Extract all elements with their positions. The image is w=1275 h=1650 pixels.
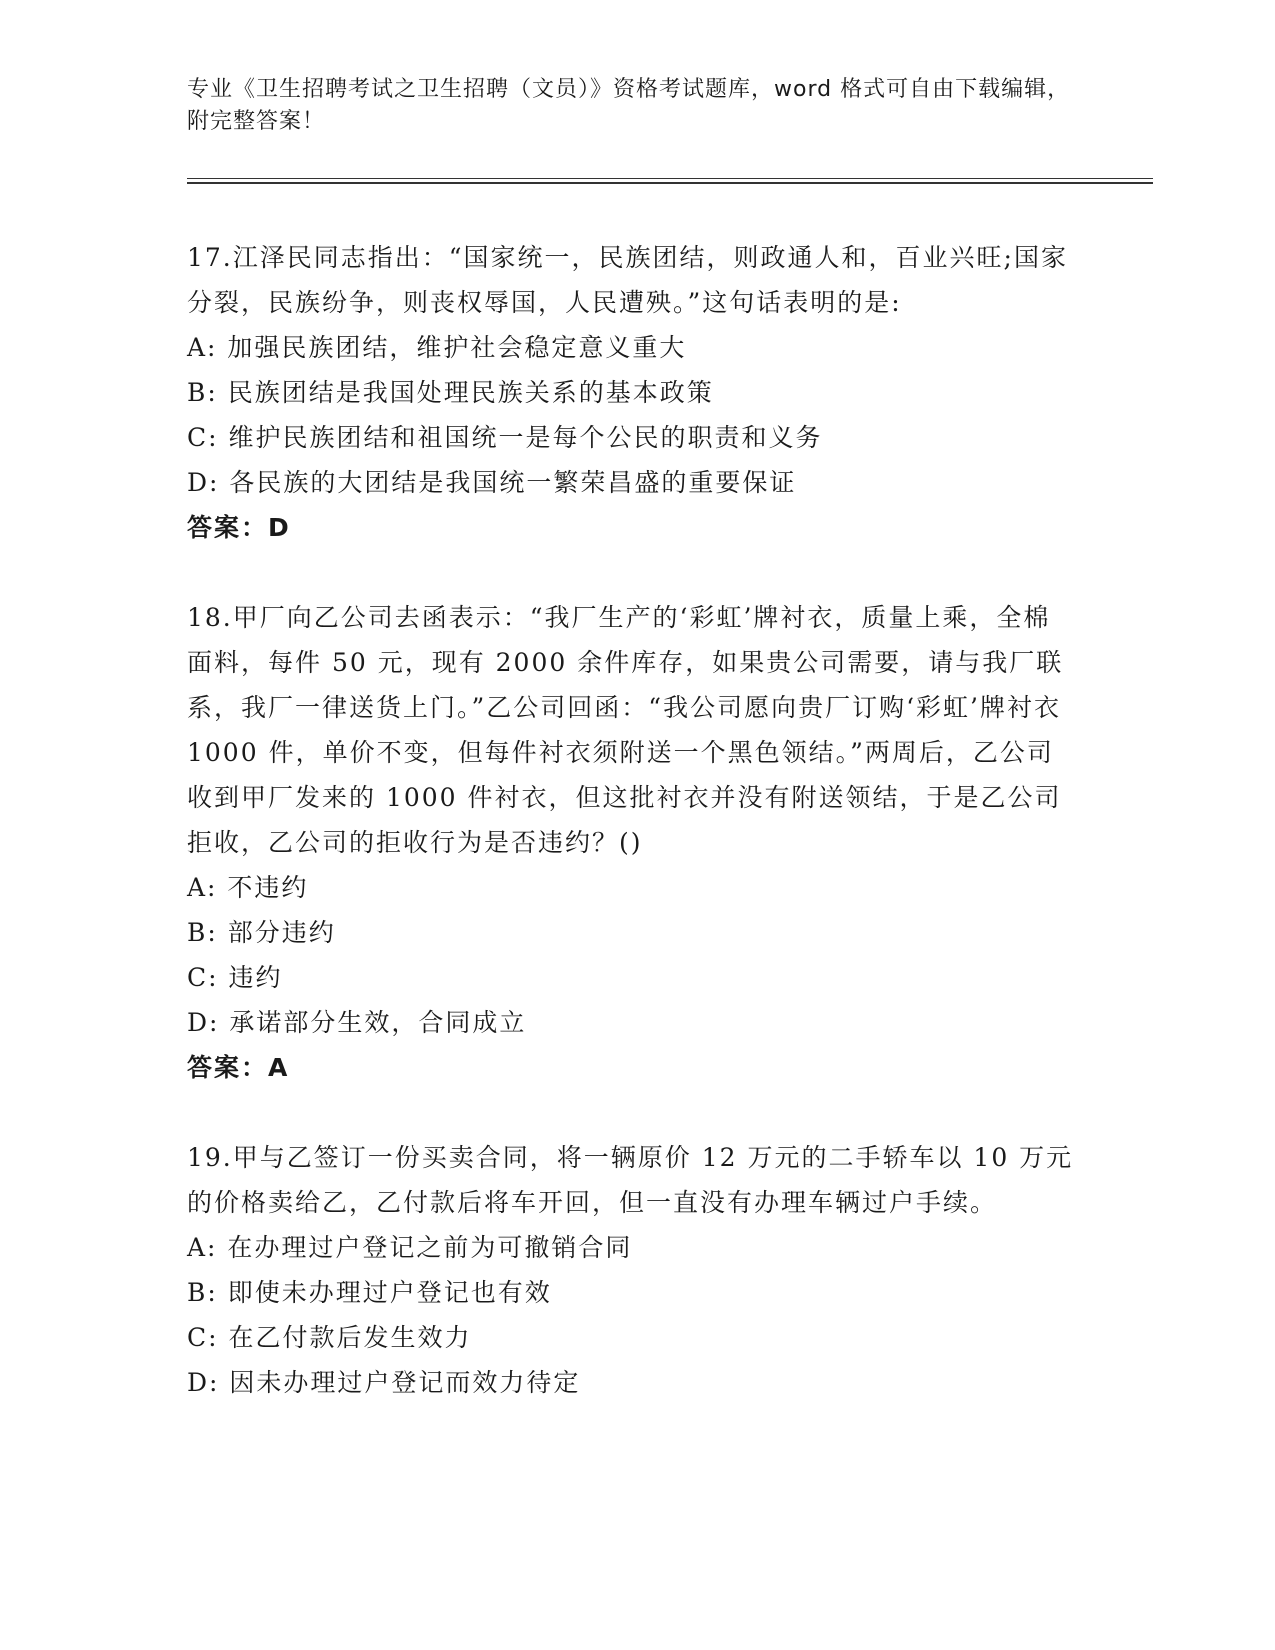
option-b: B: 即使未办理过户登记也有效 [187,1278,552,1307]
spacer [187,550,1077,595]
answer-label: 答案：A [187,1053,290,1082]
spacer [187,1090,1077,1135]
option-a: A: 加强民族团结，维护社会稳定意义重大 [187,333,687,362]
option-a: A: 不违约 [187,873,309,902]
answer-label: 答案：D [187,513,291,542]
option-c: C: 违约 [187,963,283,992]
option-d: D: 各民族的大团结是我国统一繁荣昌盛的重要保证 [187,468,797,497]
question-text: 17.江泽民同志指出：“国家统一，民族团结，则政通人和，百业兴旺;国家分裂，民族纷争，则丧权辱国，人民遭殃。”这句话表明的是: [187,243,1068,317]
option-b: B: 民族团结是我国处理民族关系的基本政策 [187,378,714,407]
question-18 [187,595,1077,1090]
question-text: 18.甲厂向乙公司去函表示：“我厂生产的‘彩虹’牌衬衣，质量上乘，全棉面料，每件 50 元，现有 2000 余件库存，如果贵公司需要，请与我厂联系，我厂一律送货上门。”乙公司回函：“我公司愿向贵厂订购‘彩虹’牌衬衣 1000 件，单价不变，但每件衬衣须附送一个黑色领结。”两周后，乙公司收到甲厂发来的 1000 件衬衣，但这批衬衣并没有附送领结，于是乙公司拒收，乙公司的拒收行为是否违约？() [187,603,1064,857]
header-divider-thin [187,178,1153,179]
question-list [187,235,1077,1405]
header-divider-thick [187,182,1153,184]
question-19 [187,1135,1077,1405]
question-text: 19.甲与乙签订一份买卖合同，将一辆原价 12 万元的二手轿车以 10 万元的价格卖给乙，乙付款后将车开回，但一直没有办理车辆过户手续。 [187,1143,1074,1217]
question-17 [187,235,1077,550]
option-c: C: 在乙付款后发生效力 [187,1323,472,1352]
option-b: B: 部分违约 [187,918,336,947]
option-a: A: 在办理过户登记之前为可撤销合同 [187,1233,633,1262]
option-d: D: 因未办理过户登记而效力待定 [187,1368,581,1397]
option-c: C: 维护民族团结和祖国统一是每个公民的职责和义务 [187,423,823,452]
document-header: 专业《卫生招聘考试之卫生招聘（文员）》资格考试题库，word 格式可自由下载编辑，附完整答案！ [187,77,1071,134]
option-d: D: 承诺部分生效，合同成立 [187,1008,527,1037]
